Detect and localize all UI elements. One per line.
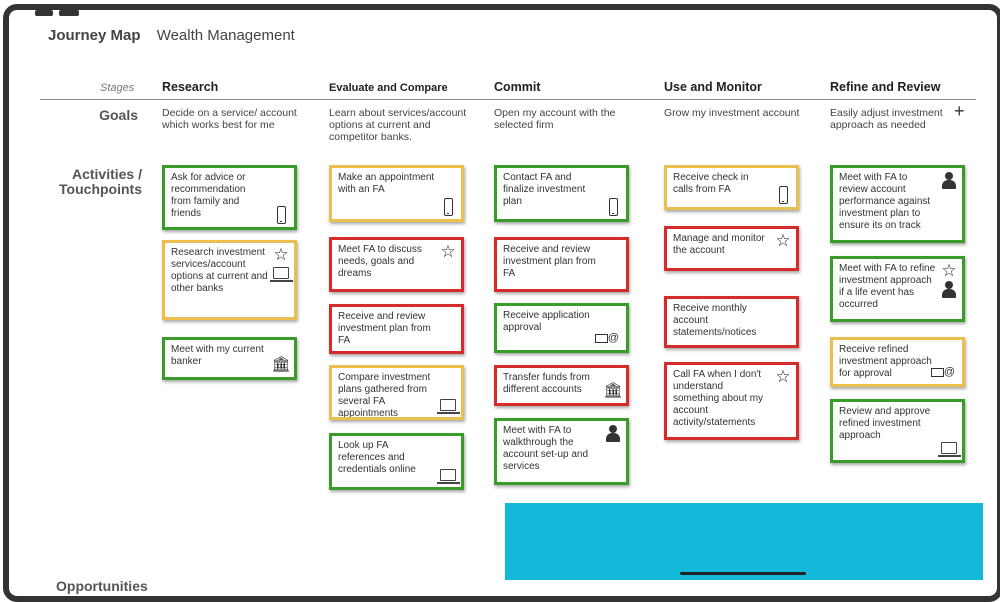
touchpoint-card[interactable]: Meet with my current banker 🏛 xyxy=(162,337,297,380)
stage-evaluate: Evaluate and Compare xyxy=(329,82,448,94)
page-subtitle: Wealth Management xyxy=(156,27,295,44)
star-icon: ☆ xyxy=(273,245,289,264)
touchpoint-card[interactable]: Review and approve refined investment approach xyxy=(830,399,965,463)
touchpoint-card[interactable]: Research investment services/account options at current and other banks ☆ xyxy=(162,240,297,320)
touchpoint-card[interactable]: Compare investment plans gathered from several FA appointments xyxy=(329,365,464,420)
phone-icon xyxy=(775,187,791,203)
bank-icon: 🏛 xyxy=(603,382,623,399)
phone-icon xyxy=(605,199,621,215)
page-header xyxy=(48,27,295,44)
stage-use-monitor: Use and Monitor xyxy=(664,80,762,94)
activities-row-label: Activities / Touchpoints xyxy=(59,166,142,197)
stage-refine-review: Refine and Review xyxy=(830,80,941,94)
overlay-panel xyxy=(505,503,983,580)
goals-row-label: Goals xyxy=(99,107,138,123)
touchpoint-card[interactable]: Transfer funds from different accounts 🏛 xyxy=(494,365,629,406)
home-indicator[interactable] xyxy=(680,572,806,575)
star-icon: ☆ xyxy=(775,231,791,250)
star-icon: ☆ xyxy=(941,261,957,280)
phone-icon xyxy=(273,207,289,223)
touchpoint-card[interactable]: Receive refined investment approach for approval @ xyxy=(830,337,965,387)
touchpoint-card[interactable]: Meet FA to discuss needs, goals and dreams ☆ xyxy=(329,237,464,292)
stage-commit: Commit xyxy=(494,80,541,94)
touchpoint-card[interactable]: Look up FA references and credentials online xyxy=(329,433,464,490)
stages-label: Stages xyxy=(100,82,135,94)
laptop-icon xyxy=(273,265,289,281)
person-icon xyxy=(941,172,957,188)
touchpoint-card[interactable]: Call FA when I don't understand something about my account activity/statements ☆ xyxy=(664,362,799,440)
goal-evaluate: Learn about services/account options at current and competitor banks. xyxy=(329,107,467,143)
page-title: Journey Map xyxy=(48,27,141,44)
star-icon: ☆ xyxy=(775,367,791,386)
touchpoint-card[interactable]: Receive and review investment plan from FA xyxy=(494,237,629,292)
touchpoint-card[interactable]: Receive check in calls from FA xyxy=(664,165,799,210)
header-divider xyxy=(40,99,976,100)
phone-icon xyxy=(440,199,456,215)
person-icon xyxy=(605,425,621,441)
bank-icon: 🏛 xyxy=(271,356,291,373)
frame-notch xyxy=(35,10,53,16)
touchpoint-card[interactable]: Receive and review investment plan from FA xyxy=(329,304,464,354)
touchpoint-card[interactable]: Receive application approval @ xyxy=(494,303,629,353)
goal-use-monitor: Grow my investment account xyxy=(664,107,800,119)
touchpoint-card[interactable]: Make an appointment with an FA xyxy=(329,165,464,222)
email-icon: @ xyxy=(593,330,621,346)
touchpoint-card[interactable]: Contact FA and finalize investment plan xyxy=(494,165,629,222)
goal-commit: Open my account with the selected firm xyxy=(494,107,616,131)
touchpoint-card[interactable]: Receive monthly account statements/notices xyxy=(664,296,799,348)
email-icon: @ xyxy=(929,364,957,380)
laptop-icon xyxy=(440,397,456,413)
touchpoint-card[interactable]: Meet with FA to walkthrough the account set-up and services xyxy=(494,418,629,485)
goal-refine-review: Easily adjust investment approach as needed xyxy=(830,107,943,131)
star-icon: ☆ xyxy=(440,242,456,261)
laptop-icon xyxy=(440,467,456,483)
opportunities-row-label: Opportunities xyxy=(56,578,148,594)
add-icon[interactable]: + xyxy=(954,101,965,121)
stage-research: Research xyxy=(162,80,219,94)
frame-notch xyxy=(59,10,79,16)
touchpoint-card[interactable]: Meet with FA to review account performance against investment plan to ensure its on track xyxy=(830,165,965,243)
touchpoint-card[interactable]: Meet with FA to refine investment approach if a life event has occurred ☆ xyxy=(830,256,965,322)
touchpoint-card[interactable]: Manage and monitor the account ☆ xyxy=(664,226,799,271)
touchpoint-card[interactable]: Ask for advice or recommendation from family and friends xyxy=(162,165,297,230)
laptop-icon xyxy=(941,440,957,456)
goal-research: Decide on a service/ account which works best for me xyxy=(162,107,297,131)
person-icon xyxy=(941,281,957,297)
